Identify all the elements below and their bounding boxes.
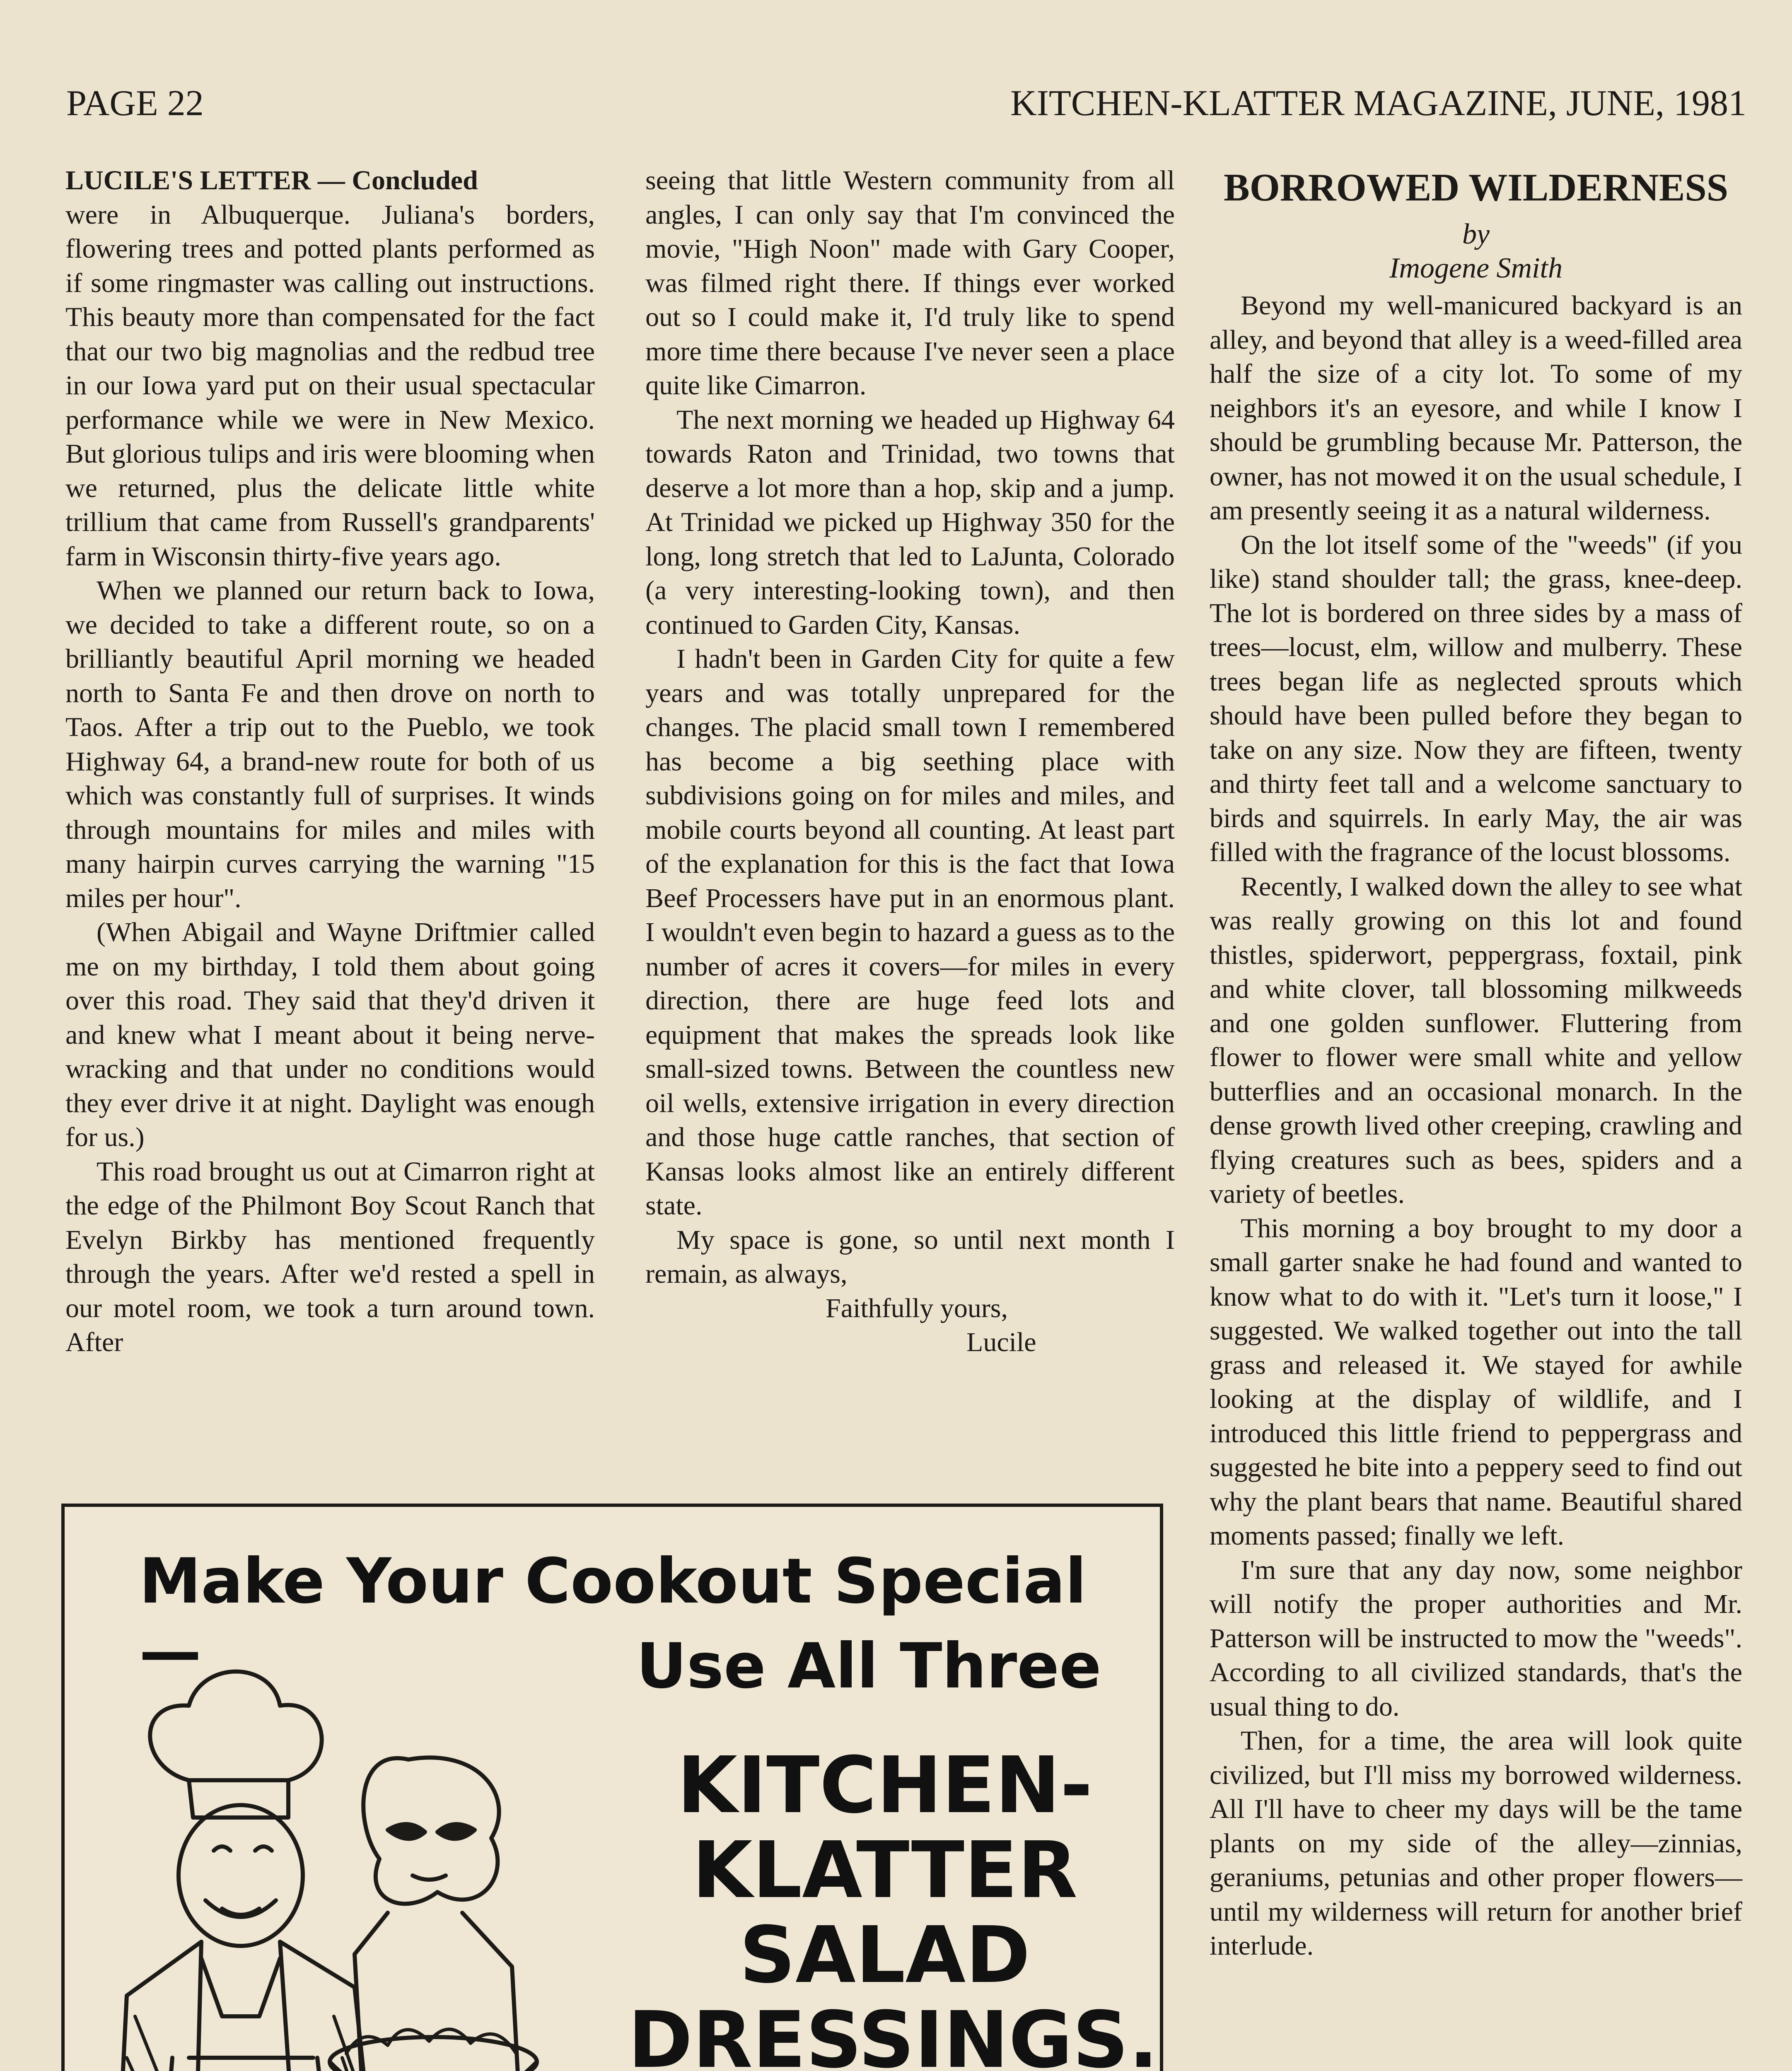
lucile-letter-paragraph: (When Abigail and Wayne Driftmier called me on my birthday, I told them about going over this road. They said that they'd driven it and knew what I meant about it being nerve-wracking and that under no conditions would they ever drive it at night. Daylight was enough for us.) — [65, 917, 595, 1152]
lucile-letter-paragraph: This road brought us out at Cimarron right at the edge of the Philmont Boy Scout Ranch that Evelyn Birkby has mentioned frequently through the years. After we'd rested a spell in our motel room, we took a turn around town. After — [65, 1156, 595, 1357]
ad-brand-name: KITCHEN- KLATTER SALAD DRESSINGS. — [628, 1740, 1159, 2071]
byline-author: Imogene Smith — [1389, 252, 1563, 284]
article-paragraph: Then, for a time, the area will look quite civilized, but I'll miss my borrowed wilderness. All I'll have to cheer my days will be the tame plants on my side of the alley—zinnias, geraniums, petunias and other proper flowers—until my wilderness will return for another brief interlude. — [1210, 1726, 1742, 1961]
article-title: BORROWED WILDERNESS — [1224, 166, 1728, 209]
article-paragraph: On the lot itself some of the "weeds" (if you like) stand shoulder tall; the grass, knee-deep. The lot is bordered on three sides by a mass of trees—locust, elm, willow and mulberry. These trees began life as neglected sprouts which should have been pulled before they began to take on any size. Now they are fifteen, twenty and thirty feet tall and a welcome sanctuary to birds and squirrels. In early May, the air was filled with the fragrance of the locust blossoms. — [1210, 529, 1742, 867]
letter-closing: Faithfully yours, — [826, 1293, 1008, 1323]
article-paragraph: Beyond my well-manicured backyard is an alley, and beyond that alley is a weed-filled area half the size of a city lot. To some of my neighbors it's an eyesore, and while I know I should be grumbling because Mr. Patterson, the owner, has not mowed it on the usual schedule, I am presently seeing it as a natural wilderness. — [1210, 290, 1742, 526]
salad-dressing-advertisement — [61, 1504, 1163, 2071]
article-paragraph: I'm sure that any day now, some neighbor will notify the proper authorities and Mr. Patterson will be instructed to mow the "weeds". According to all civilized standards, that's the usual thing to do. — [1210, 1554, 1742, 1722]
ad-headline: Make Your Cookout Special — — [139, 1545, 1087, 1688]
ad-subheadline: Use All Three — [636, 1630, 1101, 1702]
byline-by: by — [1462, 218, 1490, 250]
lucile-letter-paragraph: My space is gone, so until next month I remain, as always, — [645, 1224, 1175, 1289]
lucile-letter-paragraph: I hadn't been in Garden City for quite a few years and was totally unprepared for the changes. The placid small town I remembered has become a big seething place with subdivisions going on for miles and miles, and mobile courts beyond all counting. At least part of the explanation for this is the fact that Iowa Beef Processers have put in an enormous plant. I wouldn't even begin to hazard a guess as to the number of acres it covers—for miles in every direction, there are huge feed lots and equipment that makes the spreads look like small-sized towns. Between the countless new oil wells, extensive irrigation in every direction and those huge cattle ranches, that section of Kansas looks almost like an entirely different state. — [645, 644, 1175, 1221]
lucile-letter-paragraph: When we planned our return back to Iowa, we decided to take a different route, so on a brilliantly beautiful April morning we headed north to Santa Fe and then drove on north to Taos. After a trip out to the Pueblo, we took Highway 64, a brand-new route for both of us which was constantly full of surprises. It winds through mountains for miles and miles with many hairpin curves carrying the warning "15 miles per hour". — [65, 575, 595, 913]
lucile-letter-column-2 — [645, 164, 1175, 1506]
borrowed-wilderness-article — [1210, 164, 1742, 2071]
letter-signature: Lucile — [966, 1327, 1036, 1357]
lucile-letter-paragraph: The next morning we headed up Highway 64 towards Raton and Trinidad, two towns that deserve a lot more than a hop, skip and a jump. At Trinidad we picked up Highway 350 for the long, long stretch that led to LaJunta, Colorado (a very interesting-looking town), and then continued to Garden City, Kansas. — [645, 404, 1175, 640]
lucile-letter-paragraph: seeing that little Western community from all angles, I can only say that I'm convinced the movie, "High Noon" made with Gary Cooper, was filmed right there. If things ever worked out so I could make it, I'd truly like to spend more time there because I've never seen a place quite like Cimarron. — [645, 165, 1175, 401]
page-number: PAGE 22 — [66, 83, 204, 123]
page-header — [66, 83, 1746, 141]
publication-title: KITCHEN-KLATTER MAGAZINE, JUNE, 1981 — [1010, 83, 1746, 123]
lucile-letter-paragraph: LUCILE'S LETTER — Concluded were in Albuquerque. Juliana's borders, flowering trees and potted plants performed as if some ringmaster was calling out instructions. This beauty more than compensated for the fact that our two big magnolias and the redbud tree in our Iowa yard put on their usual spectacular performance while we were in New Mexico. But glorious tulips and iris were blooming when we returned, plus the delicate little white trillium that came from Russell's grandparents' farm in Wisconsin thirty-five years ago. — [65, 165, 595, 572]
family-barbecue-illustration — [65, 1644, 645, 2071]
article-paragraph: Recently, I walked down the alley to see what was really growing on this lot and found thistles, spiderwort, peppergrass, foxtail, pink and white clover, tall blossoming milkweeds and one golden sunflower. Fluttering from flower to flower were small white and yellow butterflies and an occasional monarch. In the dense growth lived other creeping, crawling and flying creatures such as bees, spiders and a variety of beetles. — [1210, 871, 1742, 1209]
lucile-letter-column-1 — [65, 164, 595, 1489]
article-paragraph: This morning a boy brought to my door a small garter snake he had found and wanted to know what to do with it. "Let's turn it loose," I suggested. We walked together out into the tall grass and released it. We stayed for awhile looking at the display of wildlife, and I introduced this little friend to peppergrass and suggested he bite into a peppery seed to find out why the plant bears that name. Beautiful shared moments passed; finally we left. — [1210, 1213, 1742, 1551]
lucile-letter-heading: LUCILE'S LETTER — Concluded — [65, 165, 478, 196]
